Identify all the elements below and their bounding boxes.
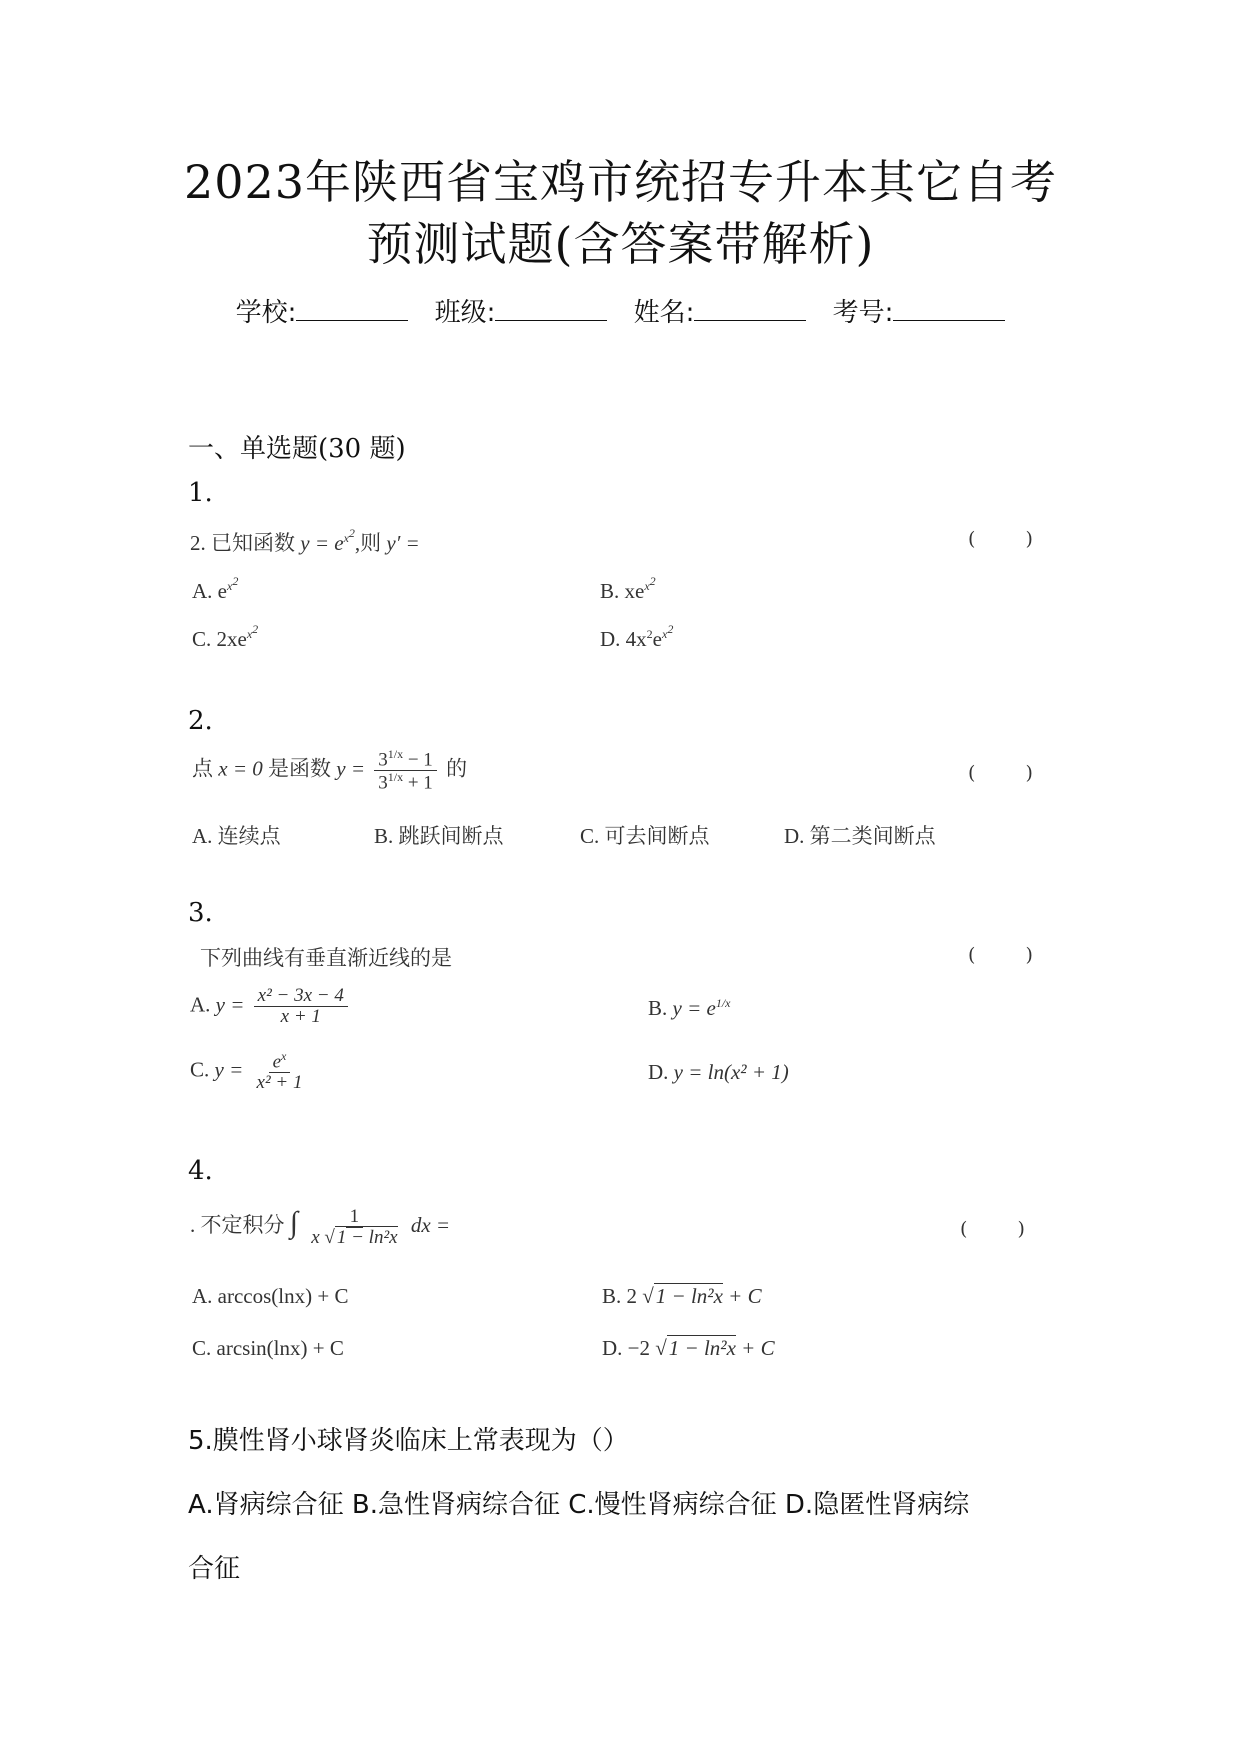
- question-2-number: 2.: [188, 706, 213, 736]
- question-3-option-d[interactable]: D. y = ln(x² + 1): [648, 1060, 789, 1084]
- name-field[interactable]: 姓名:: [634, 298, 807, 328]
- question-2-option-a[interactable]: A. 连续点: [192, 824, 281, 848]
- question-1-option-a[interactable]: A. $e^{x^2}$: [192, 574, 239, 603]
- question-3-option-b[interactable]: B. $y = e^{1/x}$: [648, 996, 731, 1020]
- school-field[interactable]: 学校:: [236, 298, 409, 328]
- question-2-option-c[interactable]: C. 可去间断点: [580, 824, 710, 848]
- question-4-option-d[interactable]: D. −2 √1 − ln²x + C: [602, 1336, 775, 1360]
- question-4-option-c[interactable]: C. arcsin(lnx) + C: [192, 1336, 344, 1360]
- question-2-option-d[interactable]: D. 第二类间断点: [784, 824, 936, 848]
- page-subtitle: 预测试题(含答案带解析): [366, 217, 875, 271]
- section-title: 一、单选题(30 题): [188, 434, 406, 464]
- page-title: 2023年陕西省宝鸡市统招专升本其它自考: [183, 155, 1058, 209]
- question-2-fraction: $\frac{3^{1/x} - 1}{3^{1/x} + 1}$: [374, 748, 437, 794]
- question-4-option-a[interactable]: A. arccos(lnx) + C: [192, 1284, 349, 1308]
- question-1-number: 1.: [188, 478, 213, 508]
- question-3-stem: 下列曲线有垂直渐近线的是: [200, 946, 452, 970]
- question-3-option-c[interactable]: C. y = $\frac{e^x}{\text{x² + 1}}$: [190, 1049, 303, 1094]
- question-3-number: 3.: [188, 898, 213, 928]
- question-4-answer-paren: ( ): [960, 1218, 1047, 1240]
- question-1-stem: 2. 已知函数 $y = e^{x^2}$,则 y′ =: [190, 526, 420, 555]
- question-5-options-cont: 合征: [188, 1554, 241, 1584]
- question-1-answer-paren: ( ): [968, 528, 1055, 550]
- question-1-option-b[interactable]: B. $xe^{x^2}$: [600, 574, 656, 603]
- question-2-option-b[interactable]: B. 跳跃间断点: [374, 824, 504, 848]
- question-2-stem: 点 x = 0 是函数 y = $\frac{3^{1/x} - 1}{3^{1/x} + 1}$ 的: [192, 747, 468, 794]
- question-5-stem: 5.膜性肾小球肾炎临床上常表现为（）: [188, 1426, 629, 1456]
- exam-number-field[interactable]: 考号:: [833, 298, 1006, 328]
- question-4-stem: . 不定积分 ∫ $\frac{1}{\text{x √ 1 − ln²x}}$ dx =: [190, 1205, 451, 1248]
- class-field[interactable]: 班级:: [435, 298, 608, 328]
- question-4-number: 4.: [188, 1156, 213, 1186]
- question-1-option-c[interactable]: C. $2xe^{x^2}$: [192, 622, 259, 651]
- question-1-option-d[interactable]: D. $4x^2e^{x^2}$: [600, 622, 674, 651]
- question-3-answer-paren: ( ): [968, 944, 1055, 966]
- question-5-options[interactable]: A.肾病综合征 B.急性肾病综合征 C.慢性肾病综合征 D.隐匿性肾病综: [188, 1490, 970, 1520]
- question-3-option-a[interactable]: A. y = $\frac{\text{x² − 3x − 4}}{x + 1}$: [190, 986, 352, 1027]
- question-2-answer-paren: ( ): [968, 762, 1055, 784]
- question-4-option-b[interactable]: B. 2 √1 − ln²x + C: [602, 1284, 762, 1308]
- student-info-fields: [0, 292, 1241, 329]
